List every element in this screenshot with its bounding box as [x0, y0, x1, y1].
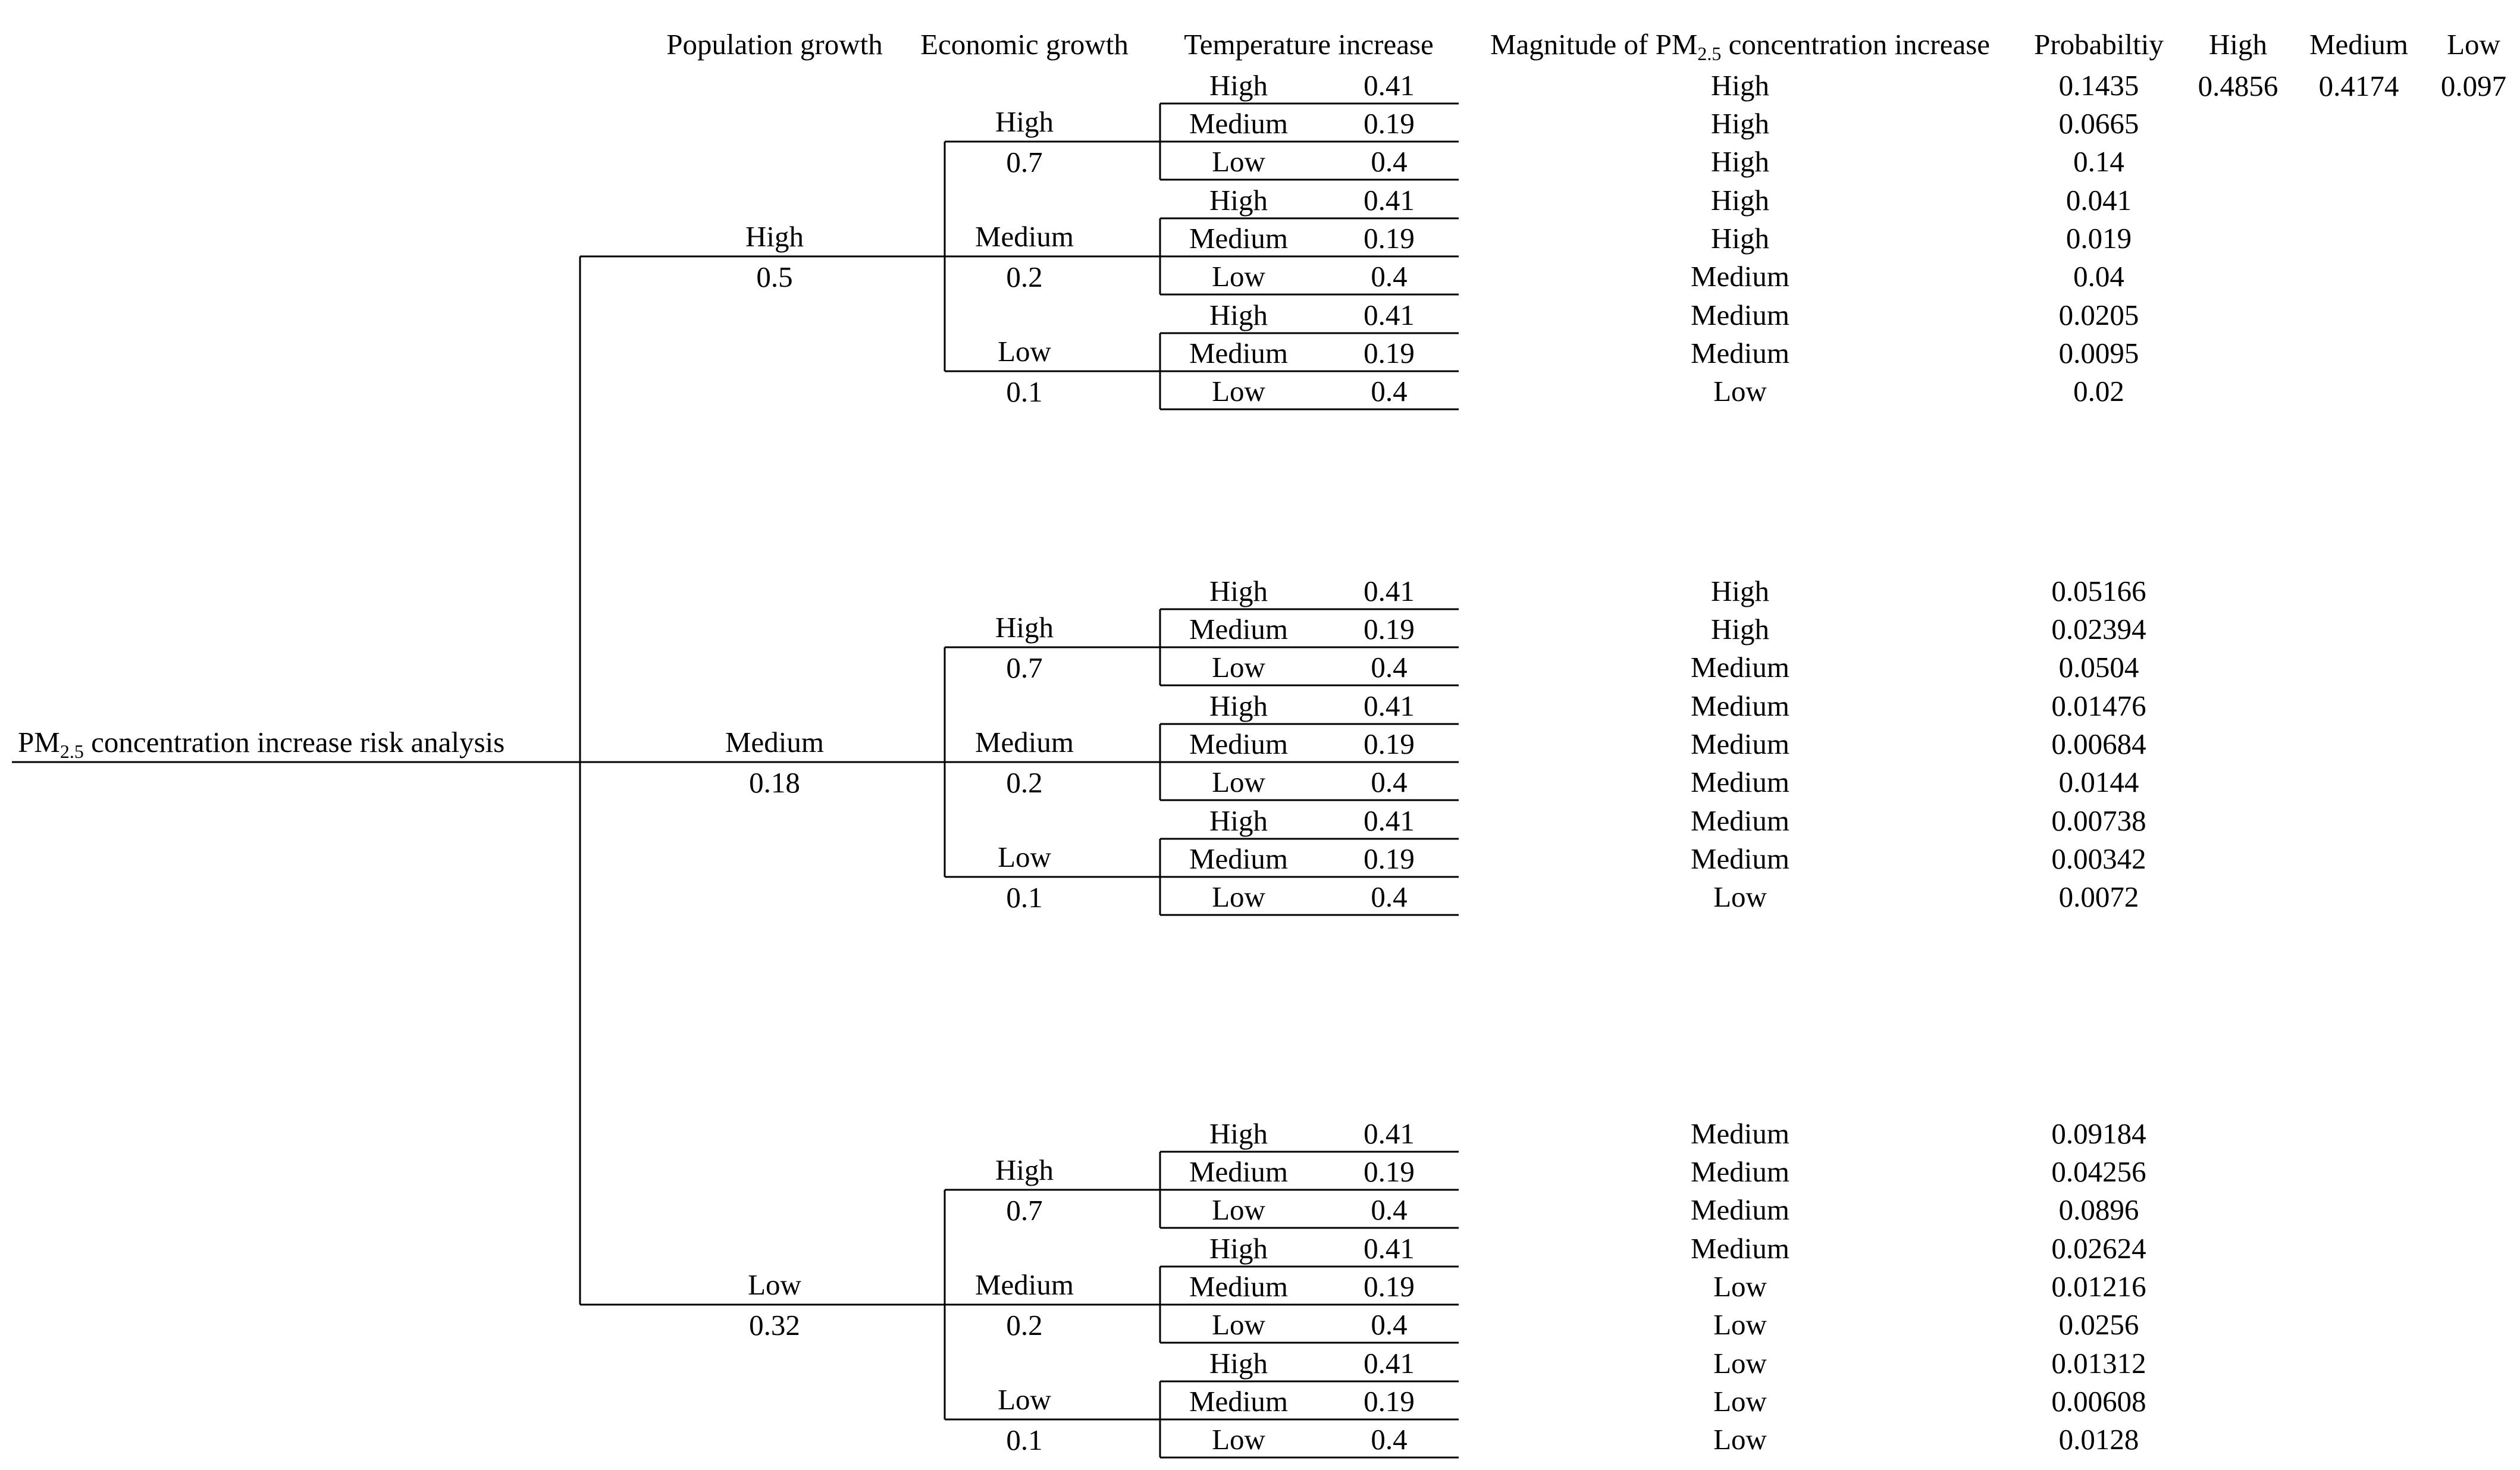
temperature-prob: 0.4: [1371, 260, 1408, 293]
economic-branch-prob: 0.1: [1006, 1424, 1043, 1456]
probability-value: 0.00738: [2051, 804, 2146, 837]
economic-branch-label: Medium: [974, 1268, 1074, 1301]
economic-branch-label: Low: [998, 335, 1051, 368]
probability-value: 0.041: [2065, 184, 2132, 217]
magnitude-value: Medium: [1690, 299, 1790, 331]
header-high: High: [2209, 28, 2267, 61]
economic-branch-label: High: [995, 611, 1054, 644]
temperature-label: Low: [1212, 1423, 1265, 1456]
root-label-prefix: PM: [18, 726, 60, 758]
probability-value: 0.01312: [2051, 1347, 2146, 1380]
temperature-prob: 0.19: [1364, 728, 1415, 760]
magnitude-value: Low: [1713, 1385, 1767, 1418]
header-temperature-increase: Temperature increase: [1184, 28, 1434, 61]
root-label: [18, 726, 504, 762]
temperature-prob: 0.4: [1371, 1308, 1408, 1341]
temperature-prob: 0.41: [1364, 689, 1415, 722]
economic-branch-label: High: [995, 1154, 1054, 1186]
magnitude-value: High: [1711, 69, 1769, 102]
temperature-label: Medium: [1189, 1385, 1289, 1418]
magnitude-value: Low: [1713, 375, 1767, 408]
summary-medium-value: 0.4174: [2318, 70, 2399, 102]
economic-branch-prob: 0.2: [1006, 261, 1043, 293]
magnitude-value: Low: [1713, 1347, 1767, 1380]
magnitude-value: High: [1711, 107, 1769, 140]
economic-branch-label: Low: [998, 841, 1051, 873]
temperature-label: Low: [1212, 145, 1265, 178]
probability-value: 0.00684: [2051, 728, 2146, 760]
temperature-label: Medium: [1189, 842, 1289, 875]
temperature-label: High: [1209, 575, 1268, 607]
temperature-label: Medium: [1189, 1270, 1289, 1303]
probability-value: 0.00608: [2051, 1385, 2146, 1418]
header-population-growth: Population growth: [666, 28, 883, 61]
probability-value: 0.04256: [2051, 1155, 2146, 1188]
probability-value: 0.02: [2073, 375, 2124, 408]
temperature-prob: 0.41: [1364, 804, 1415, 837]
probability-value: 0.14: [2073, 145, 2124, 178]
temperature-prob: 0.41: [1364, 575, 1415, 607]
temperature-prob: 0.4: [1371, 145, 1408, 178]
magnitude-value: Medium: [1690, 728, 1790, 760]
temperature-prob: 0.19: [1364, 1385, 1415, 1418]
magnitude-value: Medium: [1690, 1193, 1790, 1226]
population-branch-label: Medium: [725, 726, 825, 758]
temperature-label: Low: [1212, 375, 1265, 408]
magnitude-value: High: [1711, 145, 1769, 178]
temperature-prob: 0.4: [1371, 375, 1408, 408]
header-low: Low: [2447, 28, 2500, 61]
population-branch-prob: 0.32: [749, 1309, 800, 1342]
temperature-label: High: [1209, 1232, 1268, 1265]
header-magnitude-sub: 2.5: [1697, 43, 1722, 64]
probability-value: 0.0896: [2058, 1193, 2139, 1226]
header-probability: Probabiltiy: [2034, 28, 2164, 61]
temperature-prob: 0.4: [1371, 651, 1408, 684]
temperature-prob: 0.19: [1364, 337, 1415, 369]
probability-value: 0.0256: [2058, 1308, 2139, 1341]
probability-value: 0.02394: [2051, 613, 2146, 645]
header-medium: Medium: [2309, 28, 2409, 61]
temperature-prob: 0.19: [1364, 222, 1415, 255]
temperature-prob: 0.4: [1371, 880, 1408, 913]
economic-branch-label: Medium: [974, 220, 1074, 253]
temperature-label: Low: [1212, 260, 1265, 293]
population-branch-label: High: [745, 220, 804, 253]
temperature-prob: 0.19: [1364, 1155, 1415, 1188]
magnitude-value: Medium: [1690, 1232, 1790, 1265]
temperature-prob: 0.19: [1364, 613, 1415, 645]
temperature-prob: 0.19: [1364, 107, 1415, 140]
magnitude-value: Medium: [1690, 1155, 1790, 1188]
magnitude-value: Medium: [1690, 1117, 1790, 1150]
temperature-label: Medium: [1189, 337, 1289, 369]
header-magnitude: [1490, 28, 1990, 64]
magnitude-value: High: [1711, 575, 1769, 607]
probability-value: 0.05166: [2051, 575, 2146, 607]
temperature-prob: 0.41: [1364, 1117, 1415, 1150]
temperature-prob: 0.4: [1371, 766, 1408, 798]
probability-value: 0.02624: [2051, 1232, 2146, 1265]
temperature-prob: 0.19: [1364, 842, 1415, 875]
temperature-label: Low: [1212, 880, 1265, 913]
probability-value: 0.0504: [2058, 651, 2139, 684]
header-magnitude-suffix: concentration increase: [1721, 28, 1991, 61]
magnitude-value: Medium: [1690, 842, 1790, 875]
population-branch-prob: 0.5: [756, 261, 793, 293]
magnitude-value: High: [1711, 613, 1769, 645]
magnitude-value: Low: [1713, 880, 1767, 913]
magnitude-value: Medium: [1690, 804, 1790, 837]
magnitude-value: High: [1711, 222, 1769, 255]
temperature-label: Low: [1212, 1193, 1265, 1226]
magnitude-value: Low: [1713, 1270, 1767, 1303]
temperature-label: Medium: [1189, 1155, 1289, 1188]
probability-value: 0.04: [2073, 260, 2124, 293]
magnitude-value: Medium: [1690, 337, 1790, 369]
economic-branch-prob: 0.2: [1006, 1309, 1043, 1342]
economic-branch-prob: 0.1: [1006, 375, 1043, 408]
temperature-prob: 0.41: [1364, 299, 1415, 331]
probability-value: 0.0665: [2058, 107, 2139, 140]
probability-value: 0.0128: [2058, 1423, 2139, 1456]
temperature-prob: 0.41: [1364, 69, 1415, 102]
magnitude-value: Medium: [1690, 689, 1790, 722]
economic-branch-prob: 0.7: [1006, 146, 1043, 178]
temperature-label: Medium: [1189, 107, 1289, 140]
temperature-label: Medium: [1189, 728, 1289, 760]
probability-value: 0.0072: [2058, 880, 2139, 913]
header-economic-growth: Economic growth: [920, 28, 1129, 61]
temperature-label: High: [1209, 184, 1268, 217]
magnitude-value: High: [1711, 184, 1769, 217]
temperature-label: High: [1209, 1117, 1268, 1150]
root-label-sub: 2.5: [59, 741, 84, 762]
temperature-label: High: [1209, 689, 1268, 722]
root-label-suffix: concentration increase risk analysis: [83, 726, 505, 758]
probability-value: 0.01216: [2051, 1270, 2146, 1303]
temperature-label: Medium: [1189, 222, 1289, 255]
probability-value: 0.09184: [2051, 1117, 2146, 1150]
temperature-label: High: [1209, 1347, 1268, 1380]
magnitude-value: Medium: [1690, 766, 1790, 798]
probability-value: 0.00342: [2051, 842, 2146, 875]
probability-value: 0.0095: [2058, 337, 2139, 369]
magnitude-value: Low: [1713, 1308, 1767, 1341]
magnitude-value: Low: [1713, 1423, 1767, 1456]
economic-branch-prob: 0.2: [1006, 766, 1043, 799]
magnitude-value: Medium: [1690, 651, 1790, 684]
economic-branch-prob: 0.7: [1006, 651, 1043, 684]
temperature-prob: 0.41: [1364, 1232, 1415, 1265]
economic-branch-label: High: [995, 105, 1054, 138]
probability-value: 0.0144: [2058, 766, 2139, 798]
temperature-prob: 0.19: [1364, 1270, 1415, 1303]
economic-branch-label: Low: [998, 1383, 1051, 1416]
temperature-prob: 0.4: [1371, 1193, 1408, 1226]
temperature-prob: 0.41: [1364, 184, 1415, 217]
probability-value: 0.1435: [2058, 69, 2139, 102]
probability-value: 0.019: [2065, 222, 2132, 255]
summary-high-value: 0.4856: [2198, 70, 2278, 102]
temperature-prob: 0.4: [1371, 1423, 1408, 1456]
temperature-label: Low: [1212, 766, 1265, 798]
economic-branch-label: Medium: [974, 726, 1074, 758]
temperature-label: High: [1209, 804, 1268, 837]
probability-value: 0.01476: [2051, 689, 2146, 722]
temperature-label: Medium: [1189, 613, 1289, 645]
branches-group: [580, 69, 2146, 1458]
header-magnitude-prefix: Magnitude of PM: [1490, 28, 1698, 61]
temperature-label: High: [1209, 299, 1268, 331]
probability-value: 0.0205: [2058, 299, 2139, 331]
temperature-label: Low: [1212, 651, 1265, 684]
temperature-label: High: [1209, 69, 1268, 102]
temperature-label: Low: [1212, 1308, 1265, 1341]
economic-branch-prob: 0.1: [1006, 881, 1043, 914]
population-branch-label: Low: [748, 1268, 801, 1301]
population-branch-prob: 0.18: [749, 766, 800, 799]
magnitude-value: Medium: [1690, 260, 1790, 293]
summary-low-value: 0.097: [2440, 70, 2507, 102]
economic-branch-prob: 0.7: [1006, 1194, 1043, 1227]
temperature-prob: 0.41: [1364, 1347, 1415, 1380]
